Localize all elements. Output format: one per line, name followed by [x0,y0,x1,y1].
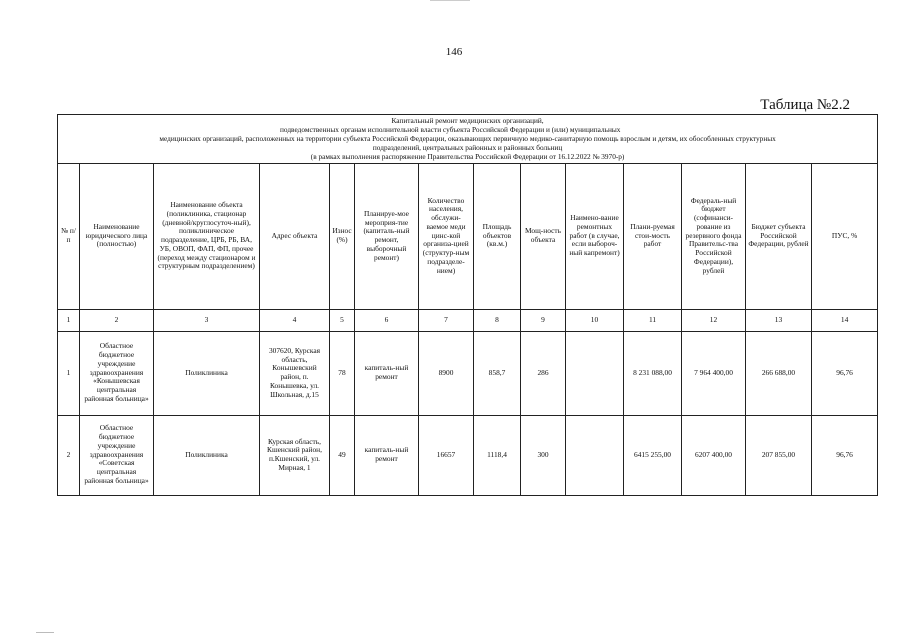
caption-line-4: подразделений, центральных районных и районных больниц [372,143,563,153]
col-number: 13 [746,309,812,331]
area-cell: 858,7 [474,331,521,415]
col-number: 11 [624,309,682,331]
col-header-repair-works: Наимено-вание ремонтных работ (в случае, если выбороч-ный капремонт) [566,163,624,309]
regional-budget-cell: 207 855,00 [746,415,812,495]
col-header-capacity: Мощ-ность объекта [521,163,566,309]
col-number: 14 [812,309,878,331]
page-number: 146 [445,46,463,58]
col-number: 3 [154,309,260,331]
col-header-object-name: Наименование объекта (поликлиника, стационар (дневной/круглосуточ-ный), поликлиническое подразделение, ЦРБ, РБ, ВА, УБ, ОВОП, ФАП, ФП, прочее (переход между стационаром и структурным подразделением) [154,163,260,309]
col-header-address: Адрес объекта [260,163,330,309]
regional-budget-cell: 266 688,00 [746,331,812,415]
col-header-regional-budget: Бюджет субъекта Российской Федерации, рублей [746,163,812,309]
col-header-legal-entity: Наименование юридического лица (полностью) [80,163,154,309]
col-number: 12 [682,309,746,331]
col-number: 7 [419,309,474,331]
col-number: 4 [260,309,330,331]
legal-entity-cell: Областное бюджетное учреждение здравоохранения «Конышевская центральная районная больница» [80,331,154,415]
planned-cost-cell: 6415 255,00 [624,415,682,495]
address-cell: Курская область, Кшенский район, п.Кшенский, ул. Мирная, 1 [260,415,330,495]
wear-cell: 49 [330,415,355,495]
col-number: 2 [80,309,154,331]
planned-measure-cell: капиталь-ный ремонт [355,415,419,495]
capacity-cell: 286 [521,331,566,415]
col-header-population: Количество населения, обслужи-ваемое меди цинс-кой организа-цией (структур-ным подразделе-нием) [419,163,474,309]
col-number: 9 [521,309,566,331]
pus-cell: 96,76 [812,331,878,415]
object-name-cell: Поликлиника [154,415,260,495]
col-number: 5 [330,309,355,331]
col-number: 8 [474,309,521,331]
planned-cost-cell: 8 231 088,00 [624,331,682,415]
population-cell: 8900 [419,331,474,415]
col-header-wear: Износ (%) [330,163,355,309]
planned-measure-cell: капиталь-ный ремонт [355,331,419,415]
caption-line-1: Капитальный ремонт медицинских организаций, [391,116,544,125]
repair-works-cell [566,331,624,415]
col-header-number: № п/п [58,163,80,309]
col-header-pus: ПУС, % [812,163,878,309]
area-cell: 1118,4 [474,415,521,495]
col-header-planned-cost: Плани-руемая стои-мость работ [624,163,682,309]
col-number: 1 [58,309,80,331]
table-row [58,415,878,495]
col-number: 6 [355,309,419,331]
capital-repair-table [57,114,878,496]
repair-works-cell [566,415,624,495]
table-row [58,331,878,415]
caption-line-2: подведомственных органам исполнительной власти субъекта Российской Федерации и (или) муниципальных [280,125,621,135]
col-header-planned-measure: Планируе-мое мероприя-тие (капиталь-ный ремонт, выборочный ремонт) [355,163,419,309]
legal-entity-cell: Областное бюджетное учреждение здравоохранения «Советская центральная районная больница» [80,415,154,495]
caption-line-3: медицинских организаций, расположенных на территории субъекта Российской Федерации, оказывающих первичную медико-санитарную помощь взрослым и детям, их обособленных структурных [159,134,776,144]
wear-cell: 78 [330,331,355,415]
column-header-row [58,163,878,309]
row-number: 1 [58,331,80,415]
scan-edge-mark [430,0,470,1]
col-number: 10 [566,309,624,331]
col-header-federal-budget: Федераль-ный бюджет (софинанси-рование из резервного фонда Правительс-тва Российской Федерации), рублей [682,163,746,309]
scan-edge-mark [36,632,54,633]
caption-line-5: (в рамках выполнения распоряжение Правительства Российской Федерации от 16.12.2022 № 3970-р) [310,152,625,162]
column-number-row [58,309,878,331]
object-name-cell: Поликлиника [154,331,260,415]
table-caption [58,115,878,164]
federal-budget-cell: 6207 400,00 [682,415,746,495]
col-header-area: Площадь объектов (кв.м.) [474,163,521,309]
pus-cell: 96,76 [812,415,878,495]
federal-budget-cell: 7 964 400,00 [682,331,746,415]
table-label: Таблица №2.2 [760,97,850,113]
population-cell: 16657 [419,415,474,495]
capacity-cell: 300 [521,415,566,495]
address-cell: 307620, Курская область, Конышевский район, п. Конышевка, ул. Школьная, д.15 [260,331,330,415]
caption-row [58,115,878,164]
row-number: 2 [58,415,80,495]
